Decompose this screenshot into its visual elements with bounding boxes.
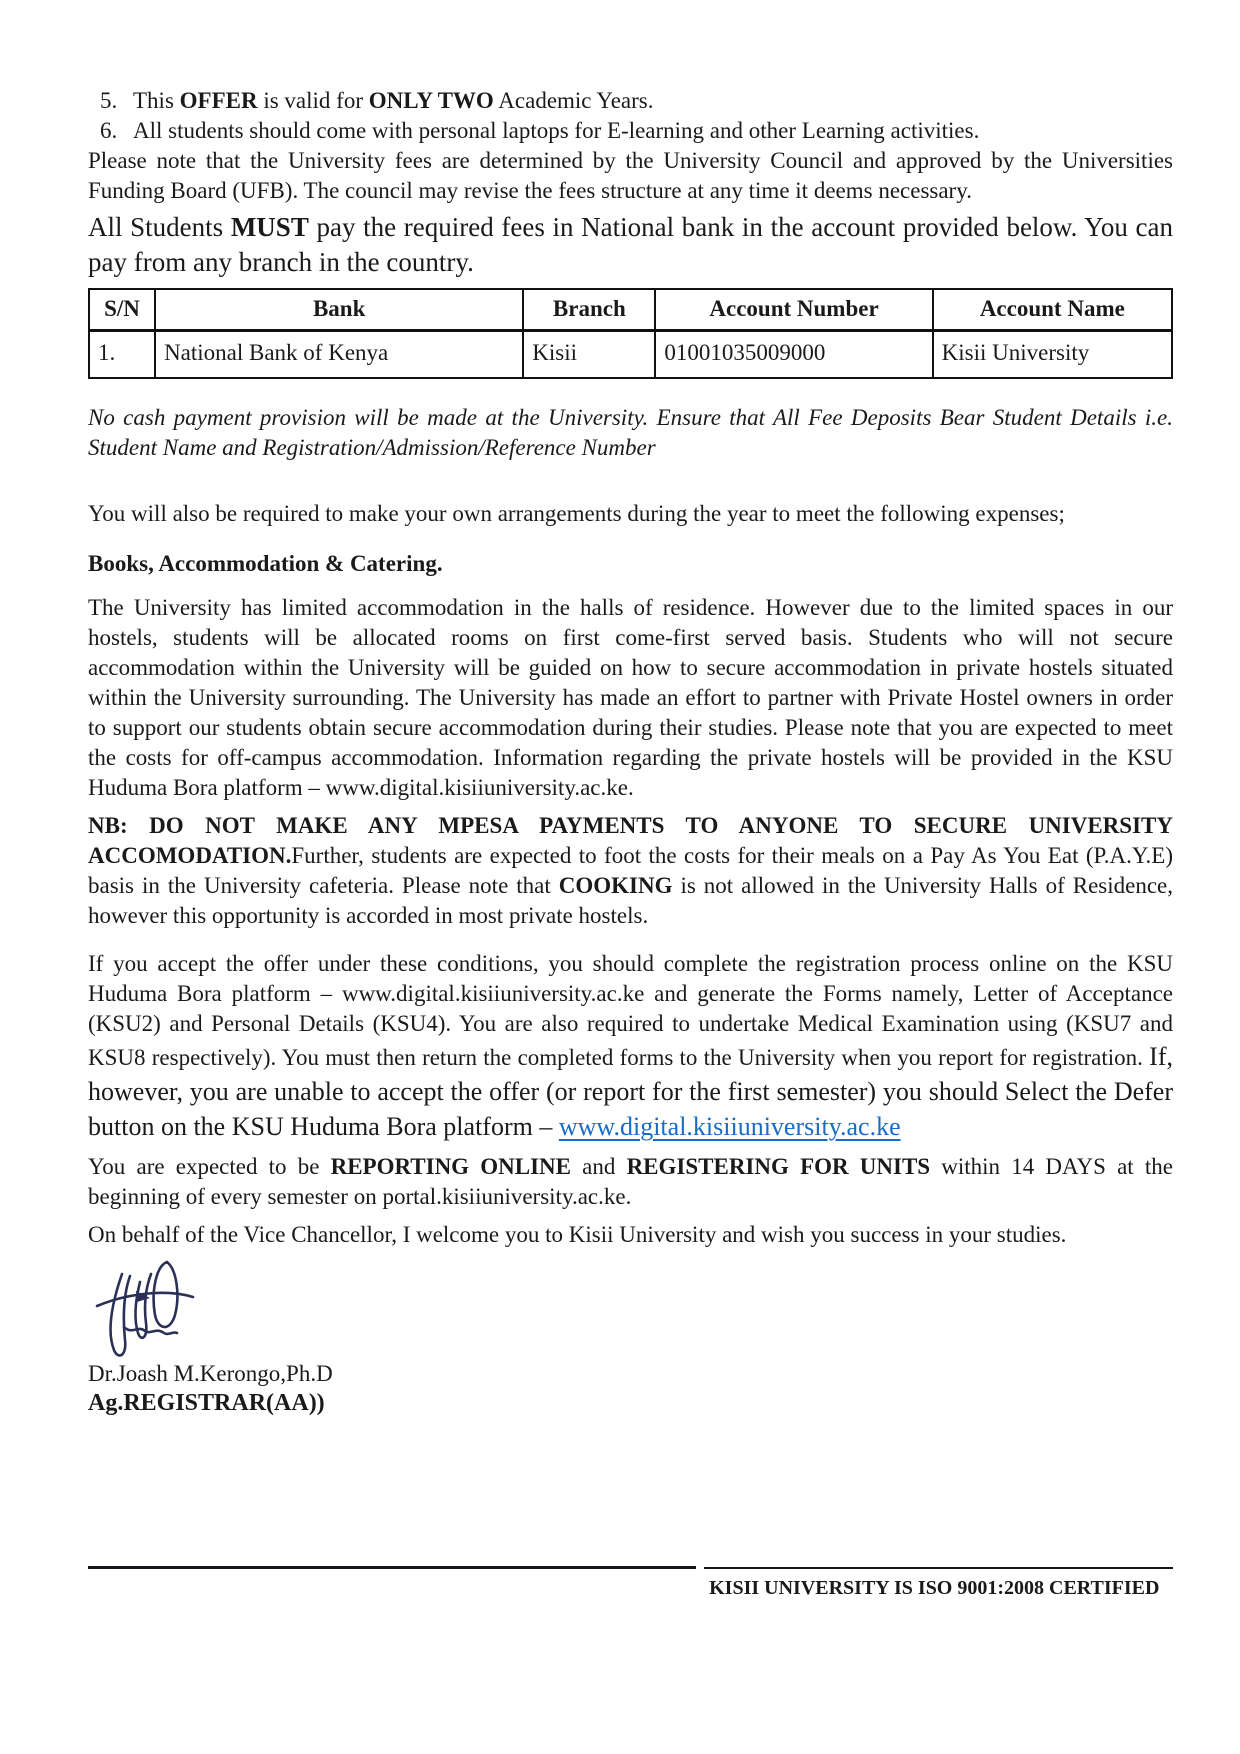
- huduma-bora-link[interactable]: www.digital.kisiiuniversity.ac.ke: [558, 1112, 901, 1141]
- signature-image: [88, 1254, 1173, 1360]
- cell-account-name: Kisii University: [933, 331, 1172, 379]
- bank-account-table: [88, 288, 1173, 379]
- no-cash-note-paragraph: No cash payment provision will be made at the University. Ensure that All Fee Deposits Bear Student Details i.e. Student Name and Registration/Admission/Reference Number: [88, 405, 1173, 460]
- list-number: 5.: [100, 88, 118, 113]
- fees-determination-paragraph: Please note that the University fees are determined by the University Council and approved by the Universities Funding Board (UFB). The council may revise the fees structure at any time it deems necessary.: [88, 148, 1173, 203]
- iso-certification-text: KISII UNIVERSITY IS ISO 9001:2008 CERTIFIED: [709, 1577, 1160, 1599]
- header-account-number: Account Number: [655, 289, 932, 331]
- header-bank: Bank: [155, 289, 523, 331]
- arrangements-paragraph: You will also be required to make your own arrangements during the year to meet the following expenses;: [88, 501, 1065, 526]
- books-accommodation-heading: Books, Accommodation & Catering.: [88, 551, 443, 576]
- signatory-title: Ag.REGISTRAR(AA)): [88, 1390, 325, 1416]
- footer-divider-right: [704, 1567, 1173, 1569]
- table-row: [89, 331, 1172, 379]
- reporting-paragraph: You are expected to be REPORTING ONLINE and REGISTERING FOR UNITS within 14 DAYS at the beginning of every semester on portal.kisiiuniversity.ac.ke.: [88, 1154, 1173, 1209]
- page-footer: [88, 1566, 1173, 1600]
- closing-paragraph: On behalf of the Vice Chancellor, I welcome you to Kisii University and wish you success in your studies.: [88, 1222, 1067, 1247]
- condition-item-5: [88, 86, 1173, 116]
- signatory-name: Dr.Joash M.Kerongo,Ph.D: [88, 1361, 333, 1386]
- cell-branch: Kisii: [523, 331, 655, 379]
- condition-item-6: [88, 116, 1173, 146]
- condition-item-6-text: All students should come with personal laptops for E-learning and other Learning activities.: [133, 118, 980, 143]
- header-account-name: Account Name: [933, 289, 1172, 331]
- cell-bank: National Bank of Kenya: [155, 331, 523, 379]
- payment-notice-paragraph: All Students MUST pay the required fees in National bank in the account provided below. You can pay from any branch in the country.: [88, 212, 1173, 277]
- defer-instruction-text: If, however, you are unable to accept the offer (or report for the first semester) you should Select the Defer button on the KSU Huduma Bora platform –: [88, 1042, 1173, 1141]
- table-header-row: [89, 289, 1172, 331]
- header-branch: Branch: [523, 289, 655, 331]
- footer-divider-left: [88, 1566, 696, 1569]
- footer-divider: [88, 1566, 1173, 1569]
- accommodation-paragraph: The University has limited accommodation in the halls of residence. However due to the limited spaces in our hostels, students will be allocated rooms on first come-first served basis. Students who will not secure accommodation within the University will be guided on how to secure accommodation in private hostels situated within the University surrounding. The University has made an effort to partner with Private Hostel owners in order to support our students obtain secure accommodation during their studies. Please note that you are expected to meet the costs for off-campus accommodation. Information regarding the private hostels will be provided in the KSU Huduma Bora platform – www.digital.kisiiuniversity.ac.ke.: [88, 595, 1173, 800]
- cell-sn: 1.: [89, 331, 155, 379]
- header-sn: S/N: [89, 289, 155, 331]
- nb-mpesa-paragraph: NB: DO NOT MAKE ANY MPESA PAYMENTS TO ANYONE TO SECURE UNIVERSITY ACCOMODATION.Further, students are expected to foot the costs for their meals on a Pay As You Eat (P.A.Y.E) basis in the University cafeteria. Please note that COOKING is not allowed in the University Halls of Residence, however this opportunity is accorded in most private hostels.: [88, 813, 1173, 928]
- registration-paragraph: If you accept the offer under these conditions, you should complete the registration process online on the KSU Huduma Bora platform – www.digital.kisiiuniversity.ac.ke and generate the Forms namely, Letter of Acceptance (KSU2) and Personal Details (KSU4). You are also required to undertake Medical Examination using (KSU7 and KSU8 respectively). You must then return the completed forms to the University when you report for registration. If, however, you are unable to accept the offer (or report for the first semester) you should Select the Defer button on the KSU Huduma Bora platform – www.digital.kisiiuniversity.ac.ke: [88, 951, 1173, 1141]
- cell-account-number: 01001035009000: [655, 331, 932, 379]
- condition-item-5-text: This OFFER is valid for ONLY TWO Academic Years.: [133, 88, 654, 113]
- list-number: 6.: [100, 118, 118, 143]
